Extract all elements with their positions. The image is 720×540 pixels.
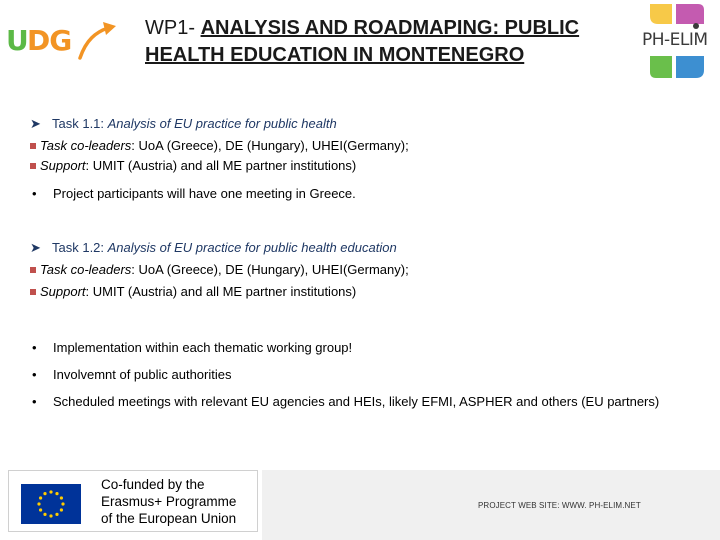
title-line-2: HEALTH EDUCATION IN MONTENEGRO [145, 44, 525, 66]
eu-line-1: Co-funded by the [101, 477, 205, 492]
support-value: : UMIT (Austria) and all ME partner institutions) [85, 158, 357, 173]
arrow-bullet-icon: ➤ [30, 116, 41, 131]
square-bullet-icon [30, 267, 36, 273]
task-1-1-label: Task 1.1: [52, 116, 108, 131]
task-1-2-leaders [40, 262, 409, 278]
task-1-2-heading [52, 240, 397, 256]
eu-line-2: Erasmus+ Programme [101, 494, 237, 509]
leaders-value: : UoA (Greece), DE (Hungary), UHEI(Germany); [131, 138, 409, 153]
task-1-2-label: Task 1.2: [52, 240, 108, 255]
arrow-icon [76, 18, 118, 62]
dot-bullet-icon: • [32, 186, 37, 201]
dot-bullet-icon: • [32, 394, 37, 409]
project-website-link[interactable]: PROJECT WEB SITE: WWW. PH-ELIM.NET [478, 501, 641, 510]
support-label: Support [40, 284, 86, 299]
udg-logo-dg: DG [27, 24, 72, 57]
leaders-label: Task co-leaders [40, 262, 132, 277]
title-line-1: ANALYSIS AND ROADMAPING: PUBLIC [200, 17, 580, 39]
udg-logo [6, 18, 116, 68]
task-1-2-title: Analysis of EU practice for public health education [107, 240, 397, 255]
support-value: : UMIT (Austria) and all ME partner institutions) [85, 284, 357, 299]
eu-funding-logo [8, 470, 258, 532]
task-1-2-bullet-2: Involvemnt of public authorities [53, 367, 232, 382]
task-1-1-support [40, 158, 356, 174]
eu-funding-text [101, 476, 256, 527]
task-1-1-heading [52, 116, 337, 132]
task-1-2-bullet-3: Scheduled meetings with relevant EU agencies and HEIs, likely EFMI, ASPHER and others (EU partners) [53, 394, 660, 409]
eu-line-3: of the European Union [101, 511, 237, 526]
arrow-bullet-icon: ➤ [30, 240, 41, 255]
dot-bullet-icon: • [32, 367, 37, 382]
eu-flag [21, 484, 81, 524]
task-1-2-bullet-1: Implementation within each thematic working group! [53, 340, 353, 355]
task-1-1-leaders [40, 138, 409, 154]
task-1-2-support [40, 284, 356, 300]
task-1-1-note: Project participants will have one meeting in Greece. [53, 186, 356, 201]
square-bullet-icon [30, 163, 36, 169]
dot-bullet-icon: • [32, 340, 37, 355]
square-bullet-icon [30, 289, 36, 295]
title-prefix: WP1- [145, 17, 201, 39]
leaders-label: Task co-leaders [40, 138, 132, 153]
page-title [145, 15, 615, 69]
task-1-1-title: Analysis of EU practice for public health [107, 116, 337, 131]
support-label: Support [40, 158, 86, 173]
leaders-value: : UoA (Greece), DE (Hungary), UHEI(Germany); [131, 262, 409, 277]
ph-elim-logo-text: PH-ELIM [642, 30, 708, 50]
ph-elim-logo [638, 2, 720, 80]
eu-stars-icon [21, 484, 81, 524]
udg-logo-u: U [6, 24, 28, 57]
square-bullet-icon [30, 143, 36, 149]
